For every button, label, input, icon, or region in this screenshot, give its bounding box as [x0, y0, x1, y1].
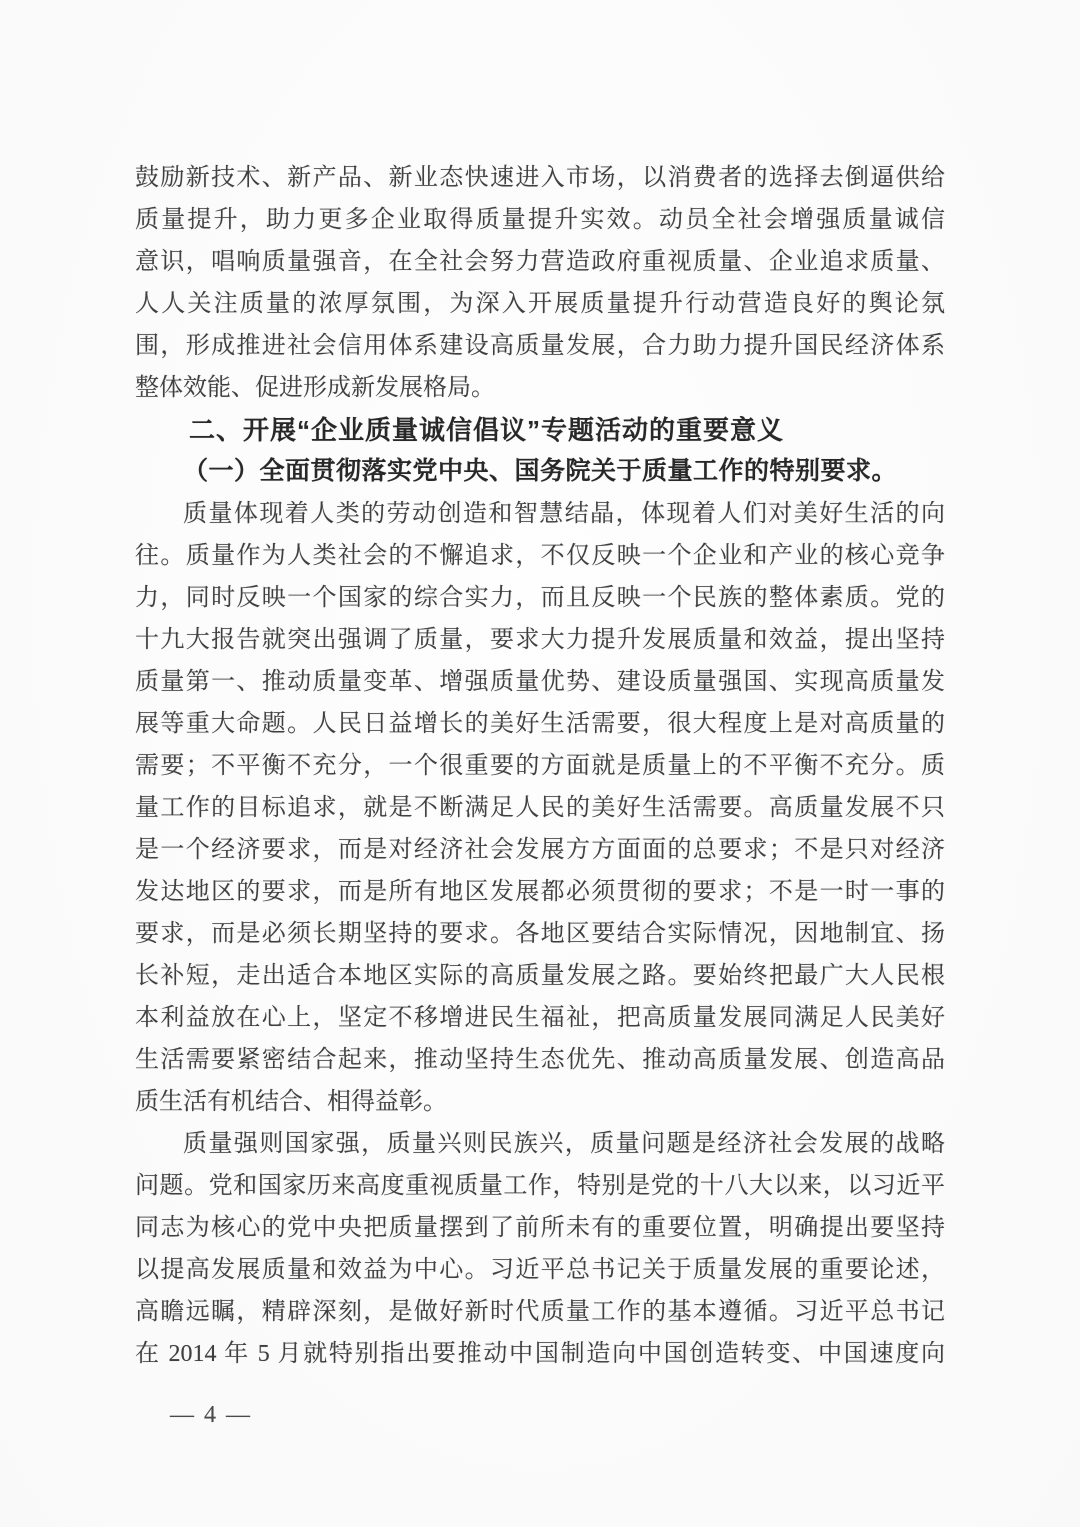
text-line: 质生活有机结合、相得益彰。	[135, 1089, 447, 1115]
text-line: 十九大报告就突出强调了质量，要求大力提升发展质量和效益，提出坚持	[135, 627, 945, 653]
text-line: 需要；不平衡不充分，一个很重要的方面就是质量上的不平衡不充分。质	[135, 753, 945, 779]
text-line: 同志为核心的党中央把质量摆到了前所未有的重要位置，明确提出要坚持	[135, 1215, 945, 1241]
text-line: 以提高发展质量和效益为中心。习近平总书记关于质量发展的重要论述，	[135, 1257, 945, 1283]
text-line: 问题。党和国家历来高度重视质量工作，特别是党的十八大以来，以习近平	[135, 1173, 945, 1199]
text-line: 高瞻远瞩，精辟深刻，是做好新时代质量工作的基本遵循。习近平总书记	[135, 1299, 945, 1325]
text-line: 意识，唱响质量强音，在全社会努力营造政府重视质量、企业追求质量、	[135, 249, 945, 275]
text-line: 展等重大命题。人民日益增长的美好生活需要，很大程度上是对高质量的	[135, 711, 945, 737]
text-line: 发达地区的要求，而是所有地区发展都必须贯彻的要求；不是一时一事的	[135, 879, 945, 905]
text-line: 质量第一、推动质量变革、增强质量优势、建设质量强国、实现高质量发	[135, 669, 945, 695]
text-line: 往。质量作为人类社会的不懈追求，不仅反映一个企业和产业的核心竞争	[135, 543, 945, 569]
text-line: 本利益放在心上，坚定不移增进民生福祉，把高质量发展同满足人民美好	[135, 1005, 945, 1031]
text-line: 要求，而是必须长期坚持的要求。各地区要结合实际情况，因地制宜、扬	[135, 921, 945, 947]
text-line: 质量体现着人类的劳动创造和智慧结晶，体现着人们对美好生活的向	[183, 501, 945, 527]
text-line: 人人关注质量的浓厚氛围，为深入开展质量提升行动营造良好的舆论氛	[135, 291, 945, 317]
text-line: 生活需要紧密结合起来，推动坚持生态优先、推动高质量发展、创造高品	[135, 1047, 945, 1073]
page-number: — 4 —	[170, 1402, 252, 1428]
text-line: 量工作的目标追求，就是不断满足人民的美好生活需要。高质量发展不只	[135, 795, 945, 821]
text-line: 鼓励新技术、新产品、新业态快速进入市场，以消费者的选择去倒逼供给	[135, 165, 945, 191]
text-line: 长补短，走出适合本地区实际的高质量发展之路。要始终把最广大人民根	[135, 963, 945, 989]
paragraph-continuation	[135, 157, 945, 409]
paragraph-quality-strategy	[135, 1123, 945, 1375]
text-line: 在 2014 年 5 月就特别指出要推动中国制造向中国创造转变、中国速度向	[135, 1341, 945, 1367]
subsection-heading: （一）全面贯彻落实党中央、国务院关于质量工作的特别要求。	[183, 458, 898, 485]
text-line: 是一个经济要求，而是对经济社会发展方方面面的总要求；不是只对经济	[135, 837, 945, 863]
text-line: 力，同时反映一个国家的综合实力，而且反映一个民族的整体素质。党的	[135, 585, 945, 611]
text-line: 整体效能、促进形成新发展格局。	[135, 375, 495, 401]
section-heading: 二、开展“企业质量诚信倡议”专题活动的重要意义	[189, 415, 785, 445]
paragraph-quality-significance	[135, 493, 945, 1123]
text-line: 质量提升，助力更多企业取得质量提升实效。动员全社会增强质量诚信	[135, 207, 945, 233]
text-line: 围，形成推进社会信用体系建设高质量发展，合力助力提升国民经济体系	[135, 333, 945, 359]
text-line: 质量强则国家强，质量兴则民族兴，质量问题是经济社会发展的战略	[183, 1131, 945, 1157]
